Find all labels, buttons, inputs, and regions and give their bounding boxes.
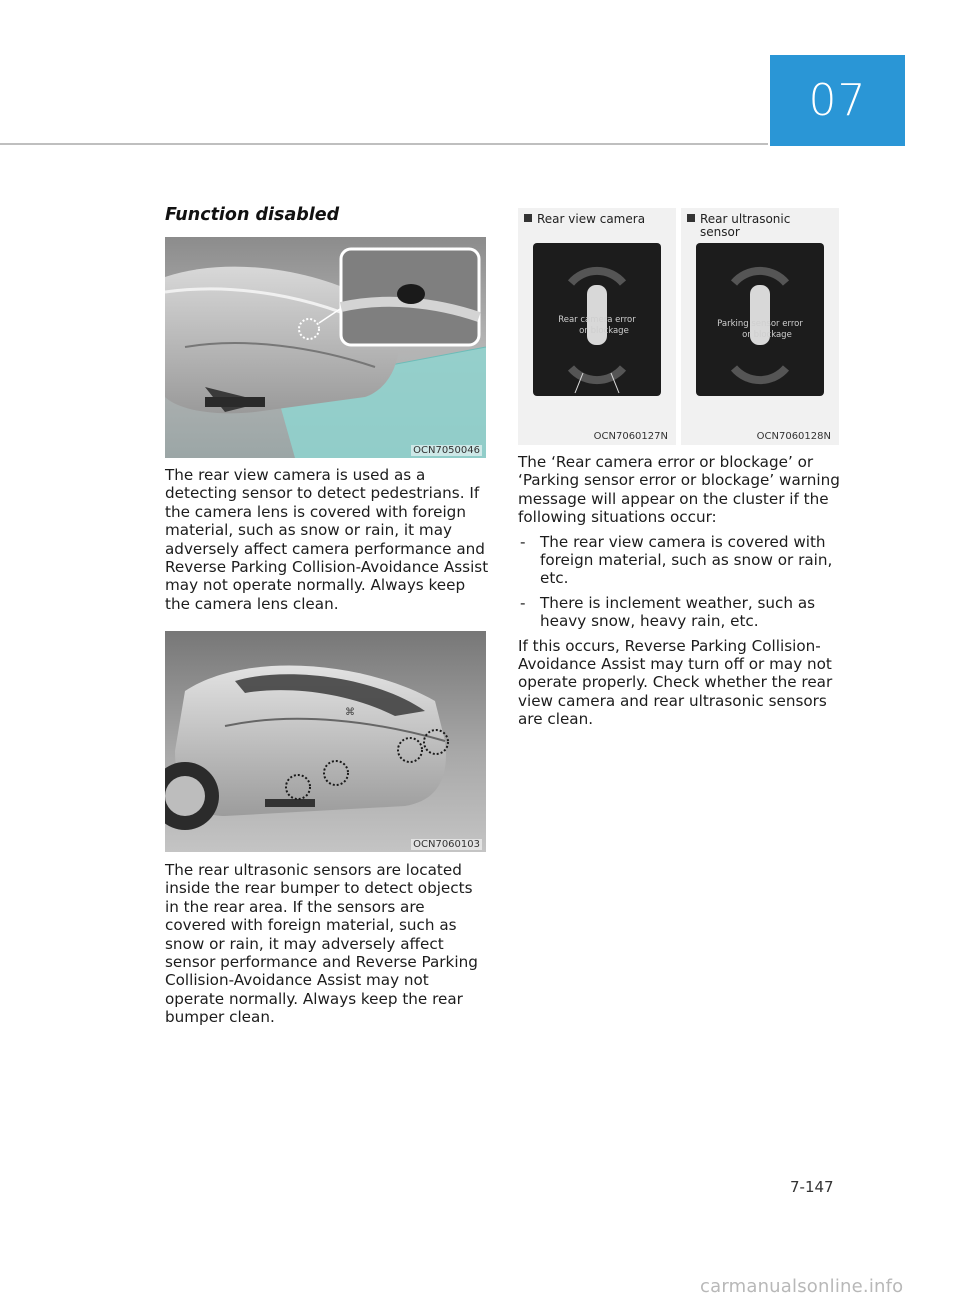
paragraph-text: The rear ultrasonic sensors are located inside the rear bumper to detect objects in the rear area. If the sensors are covered with foreign material, such as snow or rain, it may adversely affect sensor performance and Reverse Parking Collision-Avoidance Assist may not operate normally. Always keep the rear bumper clean.	[165, 861, 478, 1027]
car-rear-camera-illustration	[165, 237, 486, 458]
warning-explanation	[518, 453, 844, 729]
panel-heading: Rear ultrasonic sensor	[687, 213, 790, 239]
situation-list	[518, 533, 844, 631]
paragraph-text: The rear view camera is used as a detecting sensor to detect pedestrians. If the camera lens is covered with foreign material, such as snow or rain, it may adversely affect camera performance and Reverse Parking Collision-Avoidance Assist may not operate normally. Always keep the camera lens clean.	[165, 466, 489, 613]
rear-sensor-figure	[165, 631, 486, 852]
figure-code: OCN7050046	[413, 445, 480, 456]
header-rule	[0, 143, 768, 145]
figure-code: OCN7060103	[413, 839, 480, 850]
car-rear-sensors-illustration	[165, 631, 486, 852]
warning-message: Parking sensor error or blockage	[717, 319, 803, 340]
watermark: carmanualsonline.info	[700, 1276, 904, 1297]
camera-paragraph	[165, 466, 490, 613]
warning-message: Rear camera error or blockage	[558, 315, 636, 336]
cluster-screen	[696, 243, 824, 396]
bullet-square-icon	[687, 214, 695, 222]
bullet-square-icon	[524, 214, 532, 222]
chapter-tab: 07	[770, 55, 905, 146]
list-item: - The rear view camera is covered with foreign material, such as snow or rain, etc.	[520, 532, 833, 588]
intro-text: The ‘Rear camera error or blockage’ or ‘Parking sensor error or blockage’ warning message will appear on the cluster if the following situations occur:	[518, 453, 840, 527]
outro-text: If this occurs, Reverse Parking Collision-Avoidance Assist may turn off or may not operate properly. Check whether the rear view camera and rear ultrasonic sensors are clean.	[518, 636, 833, 729]
section-title: Function disabled	[165, 205, 340, 225]
figure-code: OCN7060128N	[756, 431, 831, 442]
sensor-paragraph	[165, 861, 490, 1027]
cluster-screen	[533, 243, 661, 396]
rear-camera-figure	[165, 237, 486, 458]
figure-code: OCN7060127N	[593, 431, 668, 442]
list-item: - There is inclement weather, such as heavy snow, heavy rain, etc.	[520, 593, 816, 631]
page-number: 7-147	[790, 1178, 834, 1196]
rear-camera-panel	[518, 208, 676, 445]
panel-heading: Rear view camera	[524, 213, 645, 226]
rear-sensor-panel	[681, 208, 839, 445]
svg-text:⌘: ⌘	[345, 707, 355, 718]
